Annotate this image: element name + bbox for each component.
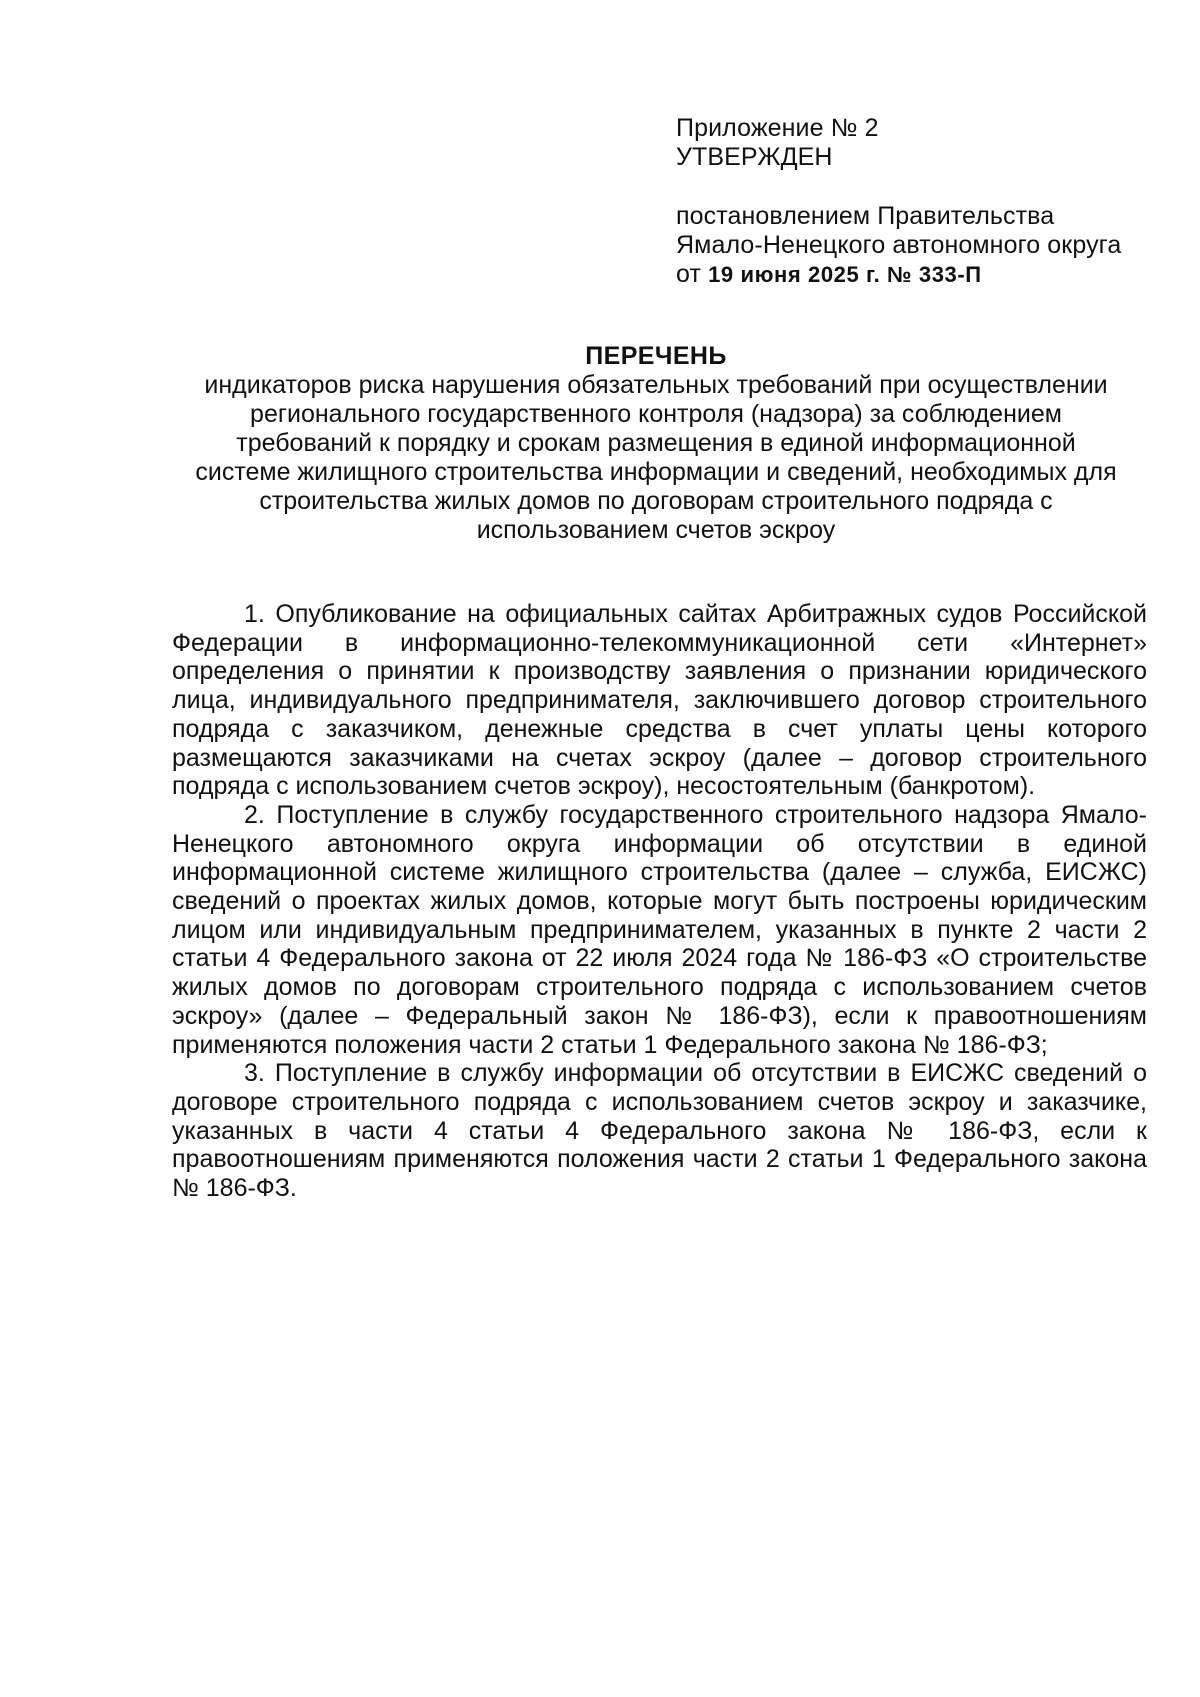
appendix-number: Приложение № 2: [676, 114, 879, 142]
subtitle-line: требований к порядку и срокам размещения в единой информационной: [236, 429, 1076, 457]
item-text: Поступление в службу государственного строительного надзора Ямало-Ненецкого автономного округа информации об отсутствии в единой информационной системе жилищного строительства (далее – служба, ЕИСЖС) сведений о проектах жилых домов, которые могут быть построены юридическим лицом или индивидуальным предпринимателем, указанных в пункте 2 части 2 статьи 4 Федерального закона от 22 июля 2024 года № 186-ФЗ «О строительстве жилых домов по договорам строительного подряда с использованием счетов эскроу» (далее – Федеральный закон № 186-ФЗ), если к правоотношениям применяются положения части 2 статьи 1 Федерального закона № 186-ФЗ;: [172, 800, 1147, 1059]
document-subtitle: [160, 371, 1152, 545]
approval-block: [676, 114, 1146, 289]
title-block: [160, 341, 1152, 545]
item-number: 1.: [244, 600, 265, 628]
approval-spacer: [676, 172, 1146, 202]
approval-resolution: постановлением Правительства: [676, 202, 1055, 230]
document-title: ПЕРЕЧЕНЬ: [585, 342, 727, 370]
approval-date-value: 19 июня 2025 г. № 333-П: [708, 262, 982, 287]
list-item: [172, 1059, 1147, 1203]
list-item: [172, 801, 1147, 1059]
subtitle-line: индикаторов риска нарушения обязательных требований при осуществлении: [204, 371, 1108, 399]
approval-government: Ямало-Ненецкого автономного округа: [676, 231, 1122, 259]
list-item: [172, 600, 1147, 801]
approval-date-line: [676, 260, 1146, 289]
item-number: 2.: [244, 800, 265, 829]
subtitle-line: строительства жилых домов по договорам строительного подряда с: [259, 487, 1053, 515]
item-text: Опубликование на официальных сайтах Арбитражных судов Российской Федерации в информационно-телекоммуникационной сети «Интернет» определения о принятии к производству заявления о признании юридического лица, индивидуального предпринимателя, заключившего договор строительного подряда с заказчиком, денежные средства в счет уплаты цены которого размещаются заказчиками на счетах эскроу (далее – договор строительного подряда с использованием счетов эскроу), несостоятельным (банкротом).: [172, 600, 1147, 801]
indicator-list: [172, 600, 1147, 1203]
item-text: Поступление в службу информации об отсутствии в ЕИСЖС сведений о договоре строительного подряда с использованием счетов эскроу и заказчике, указанных в части 4 статьи 4 Федерального закона № 186-ФЗ, если к правоотношениям применяются положения части 2 статьи 1 Федерального закона № 186-ФЗ.: [172, 1059, 1147, 1203]
approved-label: УТВЕРЖДЕН: [676, 143, 833, 171]
subtitle-line: использованием счетов эскроу: [476, 516, 836, 544]
subtitle-line: системе жилищного строительства информации и сведений, необходимых для: [195, 458, 1117, 486]
approval-date-prefix: от: [676, 260, 702, 288]
subtitle-line: регионального государственного контроля (надзора) за соблюдением: [250, 400, 1062, 428]
item-number: 3.: [244, 1059, 265, 1088]
